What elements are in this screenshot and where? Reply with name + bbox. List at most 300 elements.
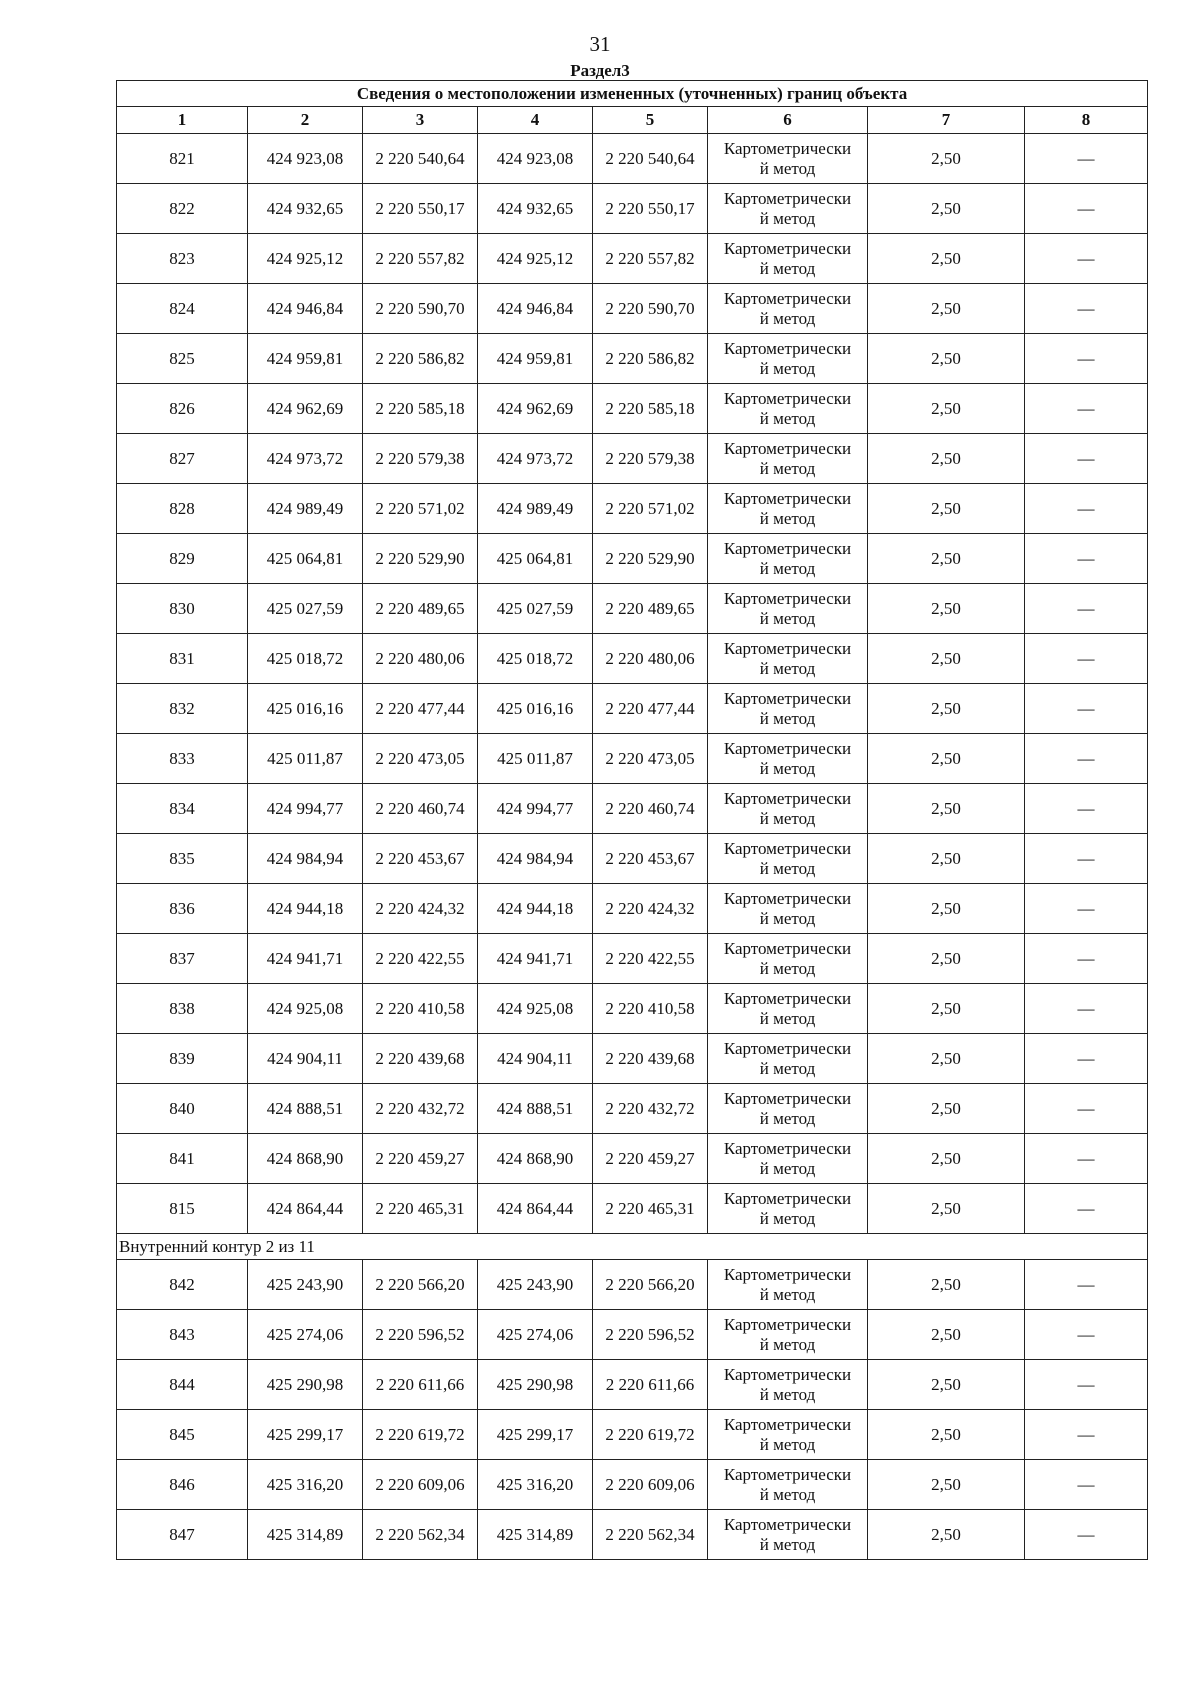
table-cell: — bbox=[1025, 384, 1148, 434]
method-cell bbox=[708, 1310, 868, 1360]
method-text-line2: й метод bbox=[759, 1434, 816, 1454]
table-cell: 2 220 439,68 bbox=[593, 1034, 708, 1084]
table-cell: 841 bbox=[117, 1134, 248, 1184]
table-row bbox=[117, 1084, 1148, 1134]
method-cell bbox=[708, 1260, 868, 1310]
contour-label: Внутренний контур 2 из 11 bbox=[117, 1234, 1148, 1260]
table-cell: 2,50 bbox=[868, 184, 1025, 234]
method-text-line1: Картометрически bbox=[723, 1188, 852, 1208]
method-text-line2: й метод bbox=[759, 508, 816, 528]
table-cell: 424 959,81 bbox=[478, 334, 593, 384]
table-cell: 424 925,08 bbox=[478, 984, 593, 1034]
method-text-line2: й метод bbox=[759, 158, 816, 178]
table-cell: 2 220 611,66 bbox=[363, 1360, 478, 1410]
method-cell bbox=[708, 1410, 868, 1460]
table-row bbox=[117, 734, 1148, 784]
table-cell: 425 299,17 bbox=[478, 1410, 593, 1460]
method-text-line1: Картометрически bbox=[723, 888, 852, 908]
table-cell: 2 220 489,65 bbox=[363, 584, 478, 634]
table-row bbox=[117, 634, 1148, 684]
table-cell: 2 220 590,70 bbox=[363, 284, 478, 334]
column-header: 1 bbox=[117, 107, 248, 134]
table-row bbox=[117, 1034, 1148, 1084]
table-cell: 827 bbox=[117, 434, 248, 484]
table-cell: 2,50 bbox=[868, 984, 1025, 1034]
table-cell: 424 864,44 bbox=[478, 1184, 593, 1234]
table-row bbox=[117, 1310, 1148, 1360]
table-cell: 424 989,49 bbox=[478, 484, 593, 534]
table-cell: 425 016,16 bbox=[478, 684, 593, 734]
table-cell: — bbox=[1025, 534, 1148, 584]
table-cell: — bbox=[1025, 284, 1148, 334]
table-row bbox=[117, 134, 1148, 184]
table-cell: 2,50 bbox=[868, 684, 1025, 734]
table-cell: 2 220 410,58 bbox=[363, 984, 478, 1034]
table-cell: 2 220 562,34 bbox=[593, 1510, 708, 1560]
method-text-line2: й метод bbox=[759, 1334, 816, 1354]
table-cell: 425 314,89 bbox=[478, 1510, 593, 1560]
table-cell: 831 bbox=[117, 634, 248, 684]
table-row bbox=[117, 484, 1148, 534]
table-cell: 424 962,69 bbox=[478, 384, 593, 434]
table-cell: 2 220 459,27 bbox=[363, 1134, 478, 1184]
table-cell: 846 bbox=[117, 1460, 248, 1510]
table-cell: 2,50 bbox=[868, 884, 1025, 934]
table-cell: 424 984,94 bbox=[248, 834, 363, 884]
table-cell: 821 bbox=[117, 134, 248, 184]
table-cell: 2 220 424,32 bbox=[593, 884, 708, 934]
method-text-line1: Картометрически bbox=[723, 438, 852, 458]
method-text-line1: Картометрически bbox=[723, 488, 852, 508]
table-cell: 425 290,98 bbox=[478, 1360, 593, 1410]
method-cell bbox=[708, 484, 868, 534]
table-row bbox=[117, 1410, 1148, 1460]
table-cell: 2 220 571,02 bbox=[593, 484, 708, 534]
table-cell: 2,50 bbox=[868, 134, 1025, 184]
table-cell: 844 bbox=[117, 1360, 248, 1410]
method-cell bbox=[708, 134, 868, 184]
table-row bbox=[117, 534, 1148, 584]
table-cell: 424 923,08 bbox=[478, 134, 593, 184]
table-cell: 837 bbox=[117, 934, 248, 984]
method-text-line1: Картометрически bbox=[723, 1088, 852, 1108]
table-cell: 424 925,12 bbox=[248, 234, 363, 284]
table-cell: — bbox=[1025, 484, 1148, 534]
table-cell: 2,50 bbox=[868, 534, 1025, 584]
method-cell bbox=[708, 934, 868, 984]
table-cell: — bbox=[1025, 1410, 1148, 1460]
method-text-line2: й метод bbox=[759, 458, 816, 478]
method-text-line2: й метод bbox=[759, 958, 816, 978]
table-row bbox=[117, 1134, 1148, 1184]
method-cell bbox=[708, 1360, 868, 1410]
method-text-line2: й метод bbox=[759, 608, 816, 628]
table-cell: 835 bbox=[117, 834, 248, 884]
table-cell: 2 220 477,44 bbox=[363, 684, 478, 734]
table-caption-row bbox=[117, 81, 1148, 107]
table-row bbox=[117, 1360, 1148, 1410]
table-cell: 2 220 619,72 bbox=[593, 1410, 708, 1460]
table-cell: 815 bbox=[117, 1184, 248, 1234]
table-cell: — bbox=[1025, 1360, 1148, 1410]
method-text-line1: Картометрически bbox=[723, 838, 852, 858]
table-cell: 2,50 bbox=[868, 1184, 1025, 1234]
table-cell: 845 bbox=[117, 1410, 248, 1460]
column-header: 7 bbox=[868, 107, 1025, 134]
table-cell: — bbox=[1025, 234, 1148, 284]
method-text-line1: Картометрически bbox=[723, 1414, 852, 1434]
method-text-line2: й метод bbox=[759, 758, 816, 778]
table-cell: 2 220 477,44 bbox=[593, 684, 708, 734]
table-cell: 424 888,51 bbox=[248, 1084, 363, 1134]
table-cell: 2,50 bbox=[868, 734, 1025, 784]
table-cell: 2 220 540,64 bbox=[593, 134, 708, 184]
table-cell: 424 989,49 bbox=[248, 484, 363, 534]
method-text-line2: й метод bbox=[759, 558, 816, 578]
table-row bbox=[117, 884, 1148, 934]
method-text-line1: Картометрически bbox=[723, 388, 852, 408]
table-cell: 2 220 585,18 bbox=[593, 384, 708, 434]
table-cell: 2 220 609,06 bbox=[363, 1460, 478, 1510]
method-text-line1: Картометрически bbox=[723, 988, 852, 1008]
method-cell bbox=[708, 1134, 868, 1184]
table-cell: — bbox=[1025, 1134, 1148, 1184]
table-row bbox=[117, 1510, 1148, 1560]
method-text-line2: й метод bbox=[759, 208, 816, 228]
method-cell bbox=[708, 784, 868, 834]
table-cell: 2 220 489,65 bbox=[593, 584, 708, 634]
method-cell bbox=[708, 684, 868, 734]
table-cell: 830 bbox=[117, 584, 248, 634]
method-text-line2: й метод bbox=[759, 1284, 816, 1304]
table-cell: 2 220 540,64 bbox=[363, 134, 478, 184]
table-cell: 425 027,59 bbox=[478, 584, 593, 634]
table-cell: 424 994,77 bbox=[248, 784, 363, 834]
table-cell: 836 bbox=[117, 884, 248, 934]
table-cell: — bbox=[1025, 134, 1148, 184]
table-cell: 2 220 473,05 bbox=[363, 734, 478, 784]
table-cell: 2,50 bbox=[868, 384, 1025, 434]
table-cell: 2 220 422,55 bbox=[363, 934, 478, 984]
table-cell: 2 220 432,72 bbox=[593, 1084, 708, 1134]
table-cell: 424 864,44 bbox=[248, 1184, 363, 1234]
table-cell: 2 220 586,82 bbox=[363, 334, 478, 384]
table-cell: 843 bbox=[117, 1310, 248, 1360]
table-cell: 2,50 bbox=[868, 784, 1025, 834]
method-cell bbox=[708, 284, 868, 334]
method-cell bbox=[708, 634, 868, 684]
method-text-line2: й метод bbox=[759, 308, 816, 328]
table-cell: 2 220 579,38 bbox=[593, 434, 708, 484]
table-cell: 2 220 590,70 bbox=[593, 284, 708, 334]
table-cell: 2,50 bbox=[868, 234, 1025, 284]
table-row bbox=[117, 384, 1148, 434]
method-text-line1: Картометрически bbox=[723, 788, 852, 808]
table-cell: — bbox=[1025, 934, 1148, 984]
table-row bbox=[117, 1460, 1148, 1510]
table-cell: 829 bbox=[117, 534, 248, 584]
table-cell: 424 923,08 bbox=[248, 134, 363, 184]
table-cell: 2 220 596,52 bbox=[363, 1310, 478, 1360]
table-cell: 2,50 bbox=[868, 584, 1025, 634]
table-cell: 424 946,84 bbox=[248, 284, 363, 334]
table-cell: 2 220 432,72 bbox=[363, 1084, 478, 1134]
table-cell: — bbox=[1025, 1184, 1148, 1234]
table-cell: 2 220 465,31 bbox=[363, 1184, 478, 1234]
table-cell: 2,50 bbox=[868, 1310, 1025, 1360]
method-text-line1: Картометрически bbox=[723, 1314, 852, 1334]
table-cell: 2 220 460,74 bbox=[363, 784, 478, 834]
table-cell: 2 220 424,32 bbox=[363, 884, 478, 934]
table-cell: 424 959,81 bbox=[248, 334, 363, 384]
table-cell: 425 290,98 bbox=[248, 1360, 363, 1410]
table-cell: 2 220 586,82 bbox=[593, 334, 708, 384]
table-cell: — bbox=[1025, 1260, 1148, 1310]
method-text-line1: Картометрически bbox=[723, 338, 852, 358]
method-text-line2: й метод bbox=[759, 1208, 816, 1228]
table-cell: 2,50 bbox=[868, 1034, 1025, 1084]
method-text-line1: Картометрически bbox=[723, 938, 852, 958]
method-cell bbox=[708, 1460, 868, 1510]
table-cell: 2,50 bbox=[868, 1260, 1025, 1310]
table-cell: 425 027,59 bbox=[248, 584, 363, 634]
method-text-line1: Картометрически bbox=[723, 538, 852, 558]
table-cell: 424 932,65 bbox=[478, 184, 593, 234]
table-cell: 2 220 529,90 bbox=[593, 534, 708, 584]
table-row bbox=[117, 834, 1148, 884]
table-cell: 2 220 557,82 bbox=[363, 234, 478, 284]
table-cell: 425 243,90 bbox=[478, 1260, 593, 1310]
table-cell: 424 925,12 bbox=[478, 234, 593, 284]
method-cell bbox=[708, 1510, 868, 1560]
table-row bbox=[117, 234, 1148, 284]
method-cell bbox=[708, 184, 868, 234]
table-cell: 2,50 bbox=[868, 334, 1025, 384]
table-row bbox=[117, 584, 1148, 634]
table-cell: 840 bbox=[117, 1084, 248, 1134]
table-cell: 838 bbox=[117, 984, 248, 1034]
column-header: 6 bbox=[708, 107, 868, 134]
table-cell: 424 946,84 bbox=[478, 284, 593, 334]
table-title: Сведения о местоположении измененных (уточненных) границ объекта bbox=[117, 81, 1148, 107]
table-row bbox=[117, 984, 1148, 1034]
table-cell: 2,50 bbox=[868, 284, 1025, 334]
method-cell bbox=[708, 234, 868, 284]
table-cell: 425 274,06 bbox=[478, 1310, 593, 1360]
table-cell: 424 932,65 bbox=[248, 184, 363, 234]
table-cell: 824 bbox=[117, 284, 248, 334]
method-text-line2: й метод bbox=[759, 258, 816, 278]
table-cell: 2 220 550,17 bbox=[363, 184, 478, 234]
table-cell: 2,50 bbox=[868, 1410, 1025, 1460]
table-cell: 2 220 453,67 bbox=[363, 834, 478, 884]
table-cell: 833 bbox=[117, 734, 248, 784]
table-cell: 2 220 611,66 bbox=[593, 1360, 708, 1410]
table-cell: 425 018,72 bbox=[248, 634, 363, 684]
table-cell: 2 220 453,67 bbox=[593, 834, 708, 884]
table-cell: 425 064,81 bbox=[248, 534, 363, 584]
table-cell: 425 016,16 bbox=[248, 684, 363, 734]
method-text-line1: Картометрически bbox=[723, 1514, 852, 1534]
table-cell: 847 bbox=[117, 1510, 248, 1560]
table-cell: 425 243,90 bbox=[248, 1260, 363, 1310]
table-cell: 2,50 bbox=[868, 1134, 1025, 1184]
table-cell: 2 220 562,34 bbox=[363, 1510, 478, 1560]
table-cell: 424 868,90 bbox=[248, 1134, 363, 1184]
method-text-line1: Картометрически bbox=[723, 1138, 852, 1158]
table-cell: 424 944,18 bbox=[248, 884, 363, 934]
method-text-line2: й метод bbox=[759, 408, 816, 428]
table-cell: 2 220 460,74 bbox=[593, 784, 708, 834]
table-cell: 822 bbox=[117, 184, 248, 234]
table-cell: 424 868,90 bbox=[478, 1134, 593, 1184]
table-cell: 424 925,08 bbox=[248, 984, 363, 1034]
method-text-line2: й метод bbox=[759, 808, 816, 828]
table-cell: — bbox=[1025, 184, 1148, 234]
table-cell: 424 904,11 bbox=[248, 1034, 363, 1084]
table-cell: — bbox=[1025, 984, 1148, 1034]
table-cell: 424 944,18 bbox=[478, 884, 593, 934]
method-cell bbox=[708, 734, 868, 784]
table-cell: 425 011,87 bbox=[478, 734, 593, 784]
table-cell: 424 941,71 bbox=[478, 934, 593, 984]
table-cell: 425 011,87 bbox=[248, 734, 363, 784]
table-cell: 2 220 619,72 bbox=[363, 1410, 478, 1460]
table-cell: 842 bbox=[117, 1260, 248, 1310]
method-text-line1: Картометрически bbox=[723, 688, 852, 708]
method-cell bbox=[708, 1034, 868, 1084]
method-text-line1: Картометрически bbox=[723, 138, 852, 158]
table-cell: 2,50 bbox=[868, 1360, 1025, 1410]
table-cell: — bbox=[1025, 584, 1148, 634]
table-cell: 424 973,72 bbox=[248, 434, 363, 484]
table-cell: 2 220 585,18 bbox=[363, 384, 478, 434]
table-cell: 2 220 557,82 bbox=[593, 234, 708, 284]
table-cell: — bbox=[1025, 784, 1148, 834]
method-text-line1: Картометрически bbox=[723, 188, 852, 208]
table-cell: — bbox=[1025, 834, 1148, 884]
table-cell: 2,50 bbox=[868, 934, 1025, 984]
table-cell: 2,50 bbox=[868, 634, 1025, 684]
method-text-line2: й метод bbox=[759, 658, 816, 678]
table-cell: 425 316,20 bbox=[478, 1460, 593, 1510]
method-text-line1: Картометрически bbox=[723, 288, 852, 308]
method-text-line1: Картометрически bbox=[723, 738, 852, 758]
method-text-line2: й метод bbox=[759, 1008, 816, 1028]
table-cell: 2 220 465,31 bbox=[593, 1184, 708, 1234]
method-cell bbox=[708, 534, 868, 584]
table-cell: 2 220 566,20 bbox=[593, 1260, 708, 1310]
table-cell: — bbox=[1025, 634, 1148, 684]
method-text-line2: й метод bbox=[759, 1534, 816, 1554]
method-text-line2: й метод bbox=[759, 1384, 816, 1404]
table-cell: 425 018,72 bbox=[478, 634, 593, 684]
table-cell: 832 bbox=[117, 684, 248, 734]
method-text-line2: й метод bbox=[759, 908, 816, 928]
table-cell: 828 bbox=[117, 484, 248, 534]
section-title: Раздел3 bbox=[570, 61, 630, 80]
table-cell: 826 bbox=[117, 384, 248, 434]
table-cell: 424 941,71 bbox=[248, 934, 363, 984]
table-cell: 2,50 bbox=[868, 834, 1025, 884]
contour-subheader-row bbox=[117, 1234, 1148, 1260]
table-cell: 2 220 571,02 bbox=[363, 484, 478, 534]
method-cell bbox=[708, 984, 868, 1034]
method-text-line2: й метод bbox=[759, 858, 816, 878]
table-cell: — bbox=[1025, 1034, 1148, 1084]
table-cell: 2 220 480,06 bbox=[593, 634, 708, 684]
method-text-line2: й метод bbox=[759, 1058, 816, 1078]
table-row bbox=[117, 434, 1148, 484]
table-row bbox=[117, 784, 1148, 834]
table-row bbox=[117, 684, 1148, 734]
method-text-line1: Картометрически bbox=[723, 1264, 852, 1284]
table-cell: 2 220 480,06 bbox=[363, 634, 478, 684]
method-cell bbox=[708, 1084, 868, 1134]
table-cell: 2 220 410,58 bbox=[593, 984, 708, 1034]
table-cell: 2 220 579,38 bbox=[363, 434, 478, 484]
table-cell: 2,50 bbox=[868, 1510, 1025, 1560]
table-cell: — bbox=[1025, 334, 1148, 384]
table-cell: 425 316,20 bbox=[248, 1460, 363, 1510]
method-cell bbox=[708, 434, 868, 484]
table-cell: 2,50 bbox=[868, 1084, 1025, 1134]
table-cell: 2 220 609,06 bbox=[593, 1460, 708, 1510]
method-cell bbox=[708, 834, 868, 884]
page-number: 31 bbox=[589, 32, 611, 56]
method-cell bbox=[708, 384, 868, 434]
table-cell: 425 064,81 bbox=[478, 534, 593, 584]
table-cell: 424 984,94 bbox=[478, 834, 593, 884]
method-text-line1: Картометрически bbox=[723, 238, 852, 258]
table-cell: 2 220 566,20 bbox=[363, 1260, 478, 1310]
table-cell: — bbox=[1025, 1460, 1148, 1510]
table-cell: 2,50 bbox=[868, 1460, 1025, 1510]
table-cell: 425 299,17 bbox=[248, 1410, 363, 1460]
method-cell bbox=[708, 1184, 868, 1234]
column-header: 2 bbox=[248, 107, 363, 134]
method-text-line2: й метод bbox=[759, 1484, 816, 1504]
table-cell: 424 994,77 bbox=[478, 784, 593, 834]
table-cell: 2 220 422,55 bbox=[593, 934, 708, 984]
column-header: 3 bbox=[363, 107, 478, 134]
table-cell: — bbox=[1025, 684, 1148, 734]
column-header: 5 bbox=[593, 107, 708, 134]
table-row bbox=[117, 334, 1148, 384]
table-cell: — bbox=[1025, 434, 1148, 484]
method-text-line2: й метод bbox=[759, 1158, 816, 1178]
table-cell: 424 962,69 bbox=[248, 384, 363, 434]
method-text-line1: Картометрически bbox=[723, 1038, 852, 1058]
table-cell: 425 274,06 bbox=[248, 1310, 363, 1360]
table-cell: 2 220 550,17 bbox=[593, 184, 708, 234]
table-cell: 2 220 439,68 bbox=[363, 1034, 478, 1084]
table-cell: 2 220 473,05 bbox=[593, 734, 708, 784]
method-cell bbox=[708, 584, 868, 634]
table-cell: — bbox=[1025, 884, 1148, 934]
table-row bbox=[117, 284, 1148, 334]
method-cell bbox=[708, 884, 868, 934]
table-cell: 2,50 bbox=[868, 484, 1025, 534]
method-cell bbox=[708, 334, 868, 384]
table-cell: 425 314,89 bbox=[248, 1510, 363, 1560]
table-cell: 834 bbox=[117, 784, 248, 834]
table-cell: 2 220 596,52 bbox=[593, 1310, 708, 1360]
table-header-row bbox=[117, 107, 1148, 134]
table-row bbox=[117, 934, 1148, 984]
table-cell: 823 bbox=[117, 234, 248, 284]
table-cell: 2,50 bbox=[868, 434, 1025, 484]
